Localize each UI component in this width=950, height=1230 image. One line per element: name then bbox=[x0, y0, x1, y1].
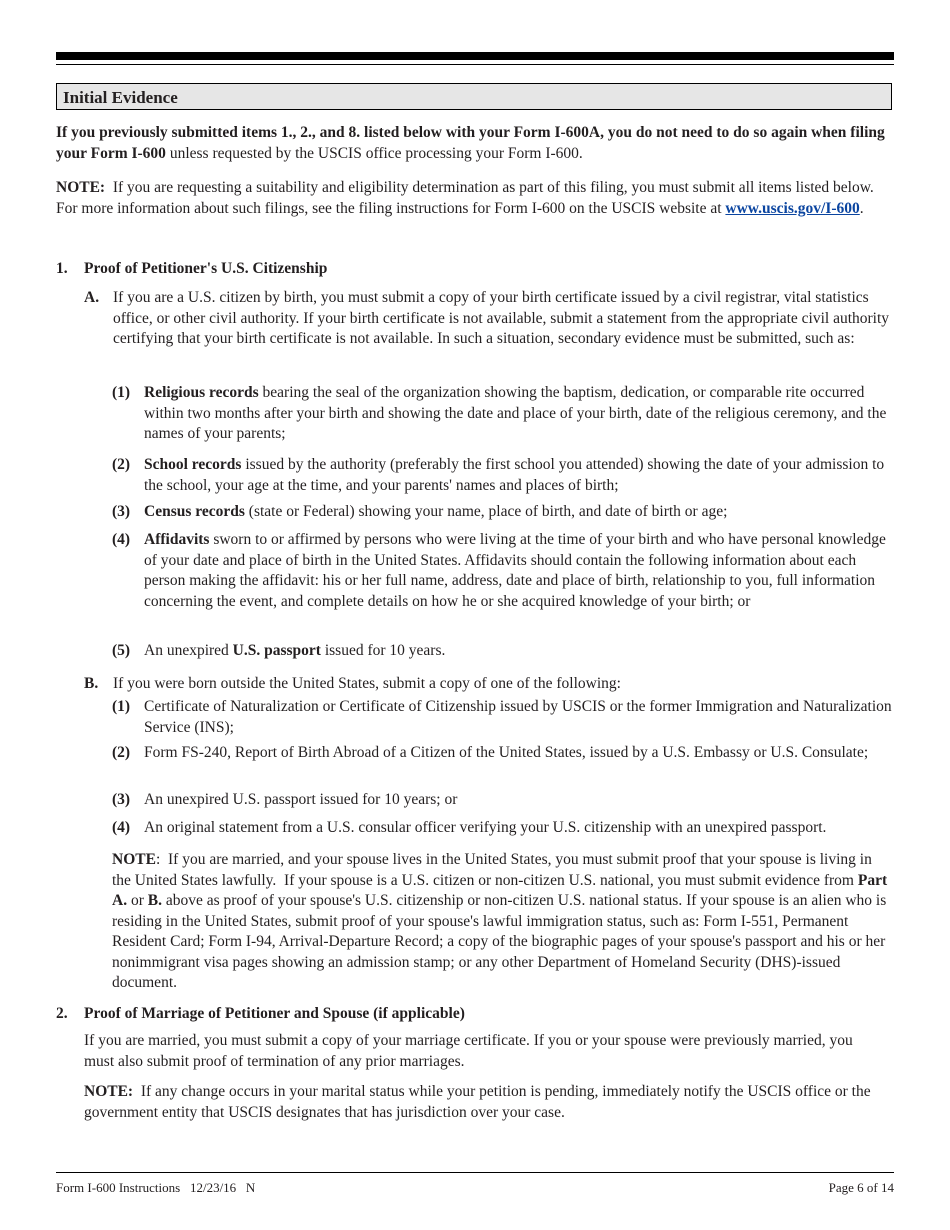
item-1a-sub1-number: (1) bbox=[112, 384, 131, 401]
item-1b-note: NOTE: If you are married, and your spouse lives in the United States, you must submit proof that your spouse is living in the United States lawfully. If your spouse is a U.S. citizen or non-citizen U.S. national, you must submit evidence from Part A. or B. above as proof of your spouse's U.S. citizenship or non-citizen U.S. national status. If your spouse is an alien who is residing in the United States, submit proof of your spouse's lawful immigration status, such as: Form I-551, Permanent Resident Card; Form I-94, Arrival-Departure Record; a copy of the biographic pages of your spouse's passport and his or her nonimmigrant visa pages showing an admission stamp; or any other Department of Homeland Security (DHS)-issued document. bbox=[112, 851, 888, 991]
item-1b-label: B. bbox=[84, 675, 99, 692]
note-label: NOTE: bbox=[56, 179, 106, 196]
footer-rule bbox=[56, 1172, 894, 1173]
item-1b-sub4-number: (4) bbox=[112, 819, 131, 836]
item-1a-sub1-text: Religious records bearing the seal of the organization showing the baptism, dedication, or comparable rite occurred within two months after your birth and showing the date and place of your birth, date of the religious ceremony, and the names of your parents; bbox=[144, 384, 887, 442]
item-1a-sub2-number: (2) bbox=[112, 456, 131, 473]
item-1b-sub4-text: An original statement from a U.S. consular officer verifying your U.S. citizenship with an unexpired passport. bbox=[144, 819, 827, 836]
item-1a-sub4-number: (4) bbox=[112, 531, 131, 548]
item-1b-sub2-text: Form FS-240, Report of Birth Abroad of a Citizen of the United States, issued by a U.S. Embassy or U.S. Consulate; bbox=[144, 744, 869, 761]
intro-bold: If you previously submitted items 1., 2., and 8. listed below with your Form I-600A, you do not need to do so again when filing your Form I-600 bbox=[56, 124, 885, 162]
item-1b-sub2-number: (2) bbox=[112, 744, 131, 761]
item-1a-label: A. bbox=[84, 289, 100, 306]
item-2-text: If you are married, you must submit a copy of your marriage certificate. If you or your spouse were previously married, you must also submit proof of termination of any prior marriages. bbox=[84, 1032, 853, 1070]
top-thin-rule bbox=[56, 64, 894, 65]
item-2-title: Proof of Marriage of Petitioner and Spouse (if applicable) bbox=[84, 1005, 465, 1022]
item-1a-text: If you are a U.S. citizen by birth, you must submit a copy of your birth certificate issued by a civil registrar, vital statistics office, or other civil authority. If your birth certificate is not available, submit a statement from the appropriate civil authority certifying that your birth certificate is not available. In such a situation, secondary evidence must be submitted, such as: bbox=[113, 289, 890, 347]
intro-rest: unless requested by the USCIS office processing your Form I-600. bbox=[165, 144, 583, 162]
note-paragraph bbox=[56, 178, 892, 219]
item-1a-sub2-text: School records issued by the authority (preferably the first school you attended) showing the date of your admission to the school, your age at the time, and your parents' names and places of birth; bbox=[144, 456, 885, 494]
note-text: If you are requesting a suitability and eligibility determination as part of this filing, you must submit all items listed below. For more information about such filings, see the filing instructions for Form I-600 on the USCIS website at bbox=[56, 179, 882, 217]
footer-form-id: Form I-600 Instructions 12/23/16 N bbox=[56, 1180, 256, 1195]
item-1a-sub3-text: Census records (state or Federal) showing your name, place of birth, and date of birth or age; bbox=[144, 503, 728, 520]
section-title: Initial Evidence bbox=[63, 88, 178, 107]
item-1b-sub1-number: (1) bbox=[112, 698, 131, 715]
item-1b-sub3-text: An unexpired U.S. passport issued for 10 years; or bbox=[144, 791, 458, 808]
intro-paragraph bbox=[56, 123, 892, 164]
item-2-note: NOTE: If any change occurs in your marital status while your petition is pending, immediately notify the USCIS office or the government entity that USCIS designates that has jurisdiction over your case. bbox=[84, 1083, 875, 1121]
item-1-title: Proof of Petitioner's U.S. Citizenship bbox=[84, 260, 328, 277]
uscis-link[interactable]: www.uscis.gov/I-600 bbox=[725, 199, 860, 217]
item-1b-sub3-number: (3) bbox=[112, 791, 131, 808]
item-1a-sub4-text: Affidavits sworn to or affirmed by persons who were living at the time of your birth and who have personal knowledge of your date and place of birth in the United States. Affidavits should contain the following information about each person making the affidavit: his or her full name, address, date and place of birth, relationship to you, full information concerning the event, and complete details on how he or she acquired knowledge of your birth; or bbox=[144, 531, 886, 610]
item-1-number: 1. bbox=[56, 260, 68, 277]
section-header bbox=[56, 83, 892, 110]
item-1b-text: If you were born outside the United States, submit a copy of one of the following: bbox=[113, 675, 621, 692]
item-1b-sub1-text: Certificate of Naturalization or Certificate of Citizenship issued by USCIS or the former Immigration and Naturalization Service (INS); bbox=[144, 698, 892, 736]
item-2-number: 2. bbox=[56, 1005, 68, 1022]
item-1a-sub5-number: (5) bbox=[112, 642, 131, 659]
item-1a-sub3-number: (3) bbox=[112, 503, 131, 520]
note-end: . bbox=[859, 199, 864, 217]
item-1a-sub5-text: An unexpired U.S. passport issued for 10 years. bbox=[144, 642, 446, 659]
top-thick-rule bbox=[56, 52, 894, 60]
footer-page-number: Page 6 of 14 bbox=[828, 1180, 894, 1195]
